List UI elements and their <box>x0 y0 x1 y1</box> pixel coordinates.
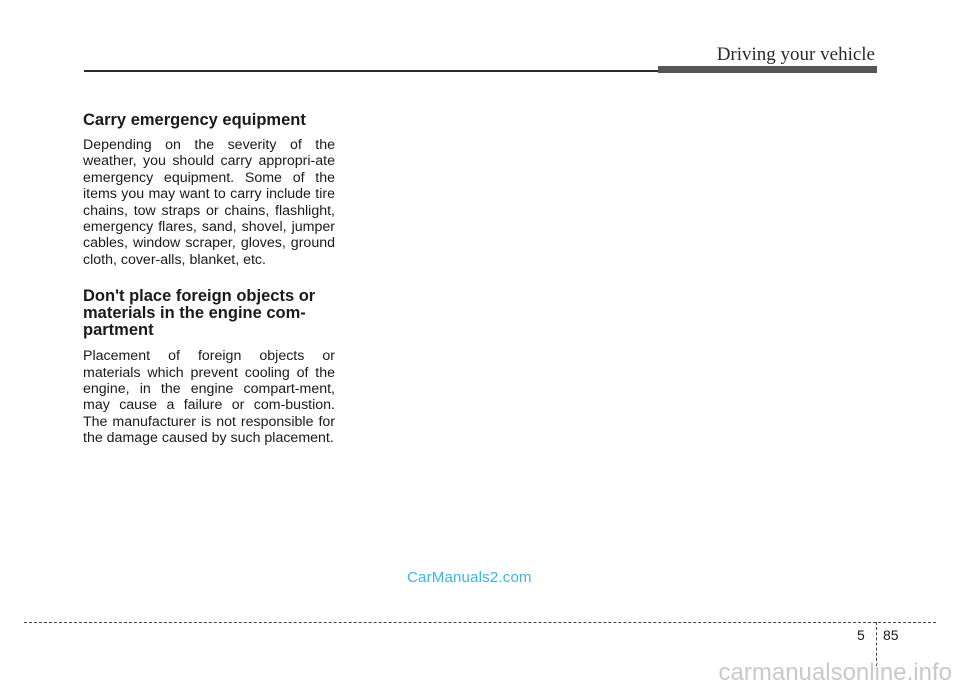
chapter-number: 5 <box>857 627 865 643</box>
watermark-link[interactable]: CarManuals2.com <box>407 569 532 586</box>
header-rule-accent <box>658 66 877 73</box>
heading-line: partment <box>83 321 154 340</box>
page-number: 85 <box>883 627 899 643</box>
section-body-foreign-objects: Placement of foreign objects or materials which prevent cooling of the engine, in the engine compart-ment, may cause a failure or com-bustion. The manufacturer is not responsible for the damage caused by such placement. <box>83 348 335 447</box>
content-column <box>83 112 335 447</box>
heading-line: Don't place foreign objects or <box>83 287 316 306</box>
section-heading-foreign-objects <box>83 288 335 339</box>
heading-line: materials in the engine com- <box>83 304 306 323</box>
site-watermark: carmanualsonline.info <box>718 659 952 686</box>
chapter-title: Driving your vehicle <box>716 44 875 65</box>
header-rule <box>84 70 660 72</box>
footer-rule <box>24 622 936 623</box>
section-body-emergency-equipment: Depending on the severity of the weather, you should carry appropri-ate emergency equipment. Some of the items you may want to carry include tire chains, tow straps or chains, flashlight, emergency flares, sand, shovel, jumper cables, window scraper, gloves, ground cloth, cover-alls, blanket, etc. <box>83 137 335 268</box>
section-heading-emergency-equipment: Carry emergency equipment <box>83 111 306 129</box>
